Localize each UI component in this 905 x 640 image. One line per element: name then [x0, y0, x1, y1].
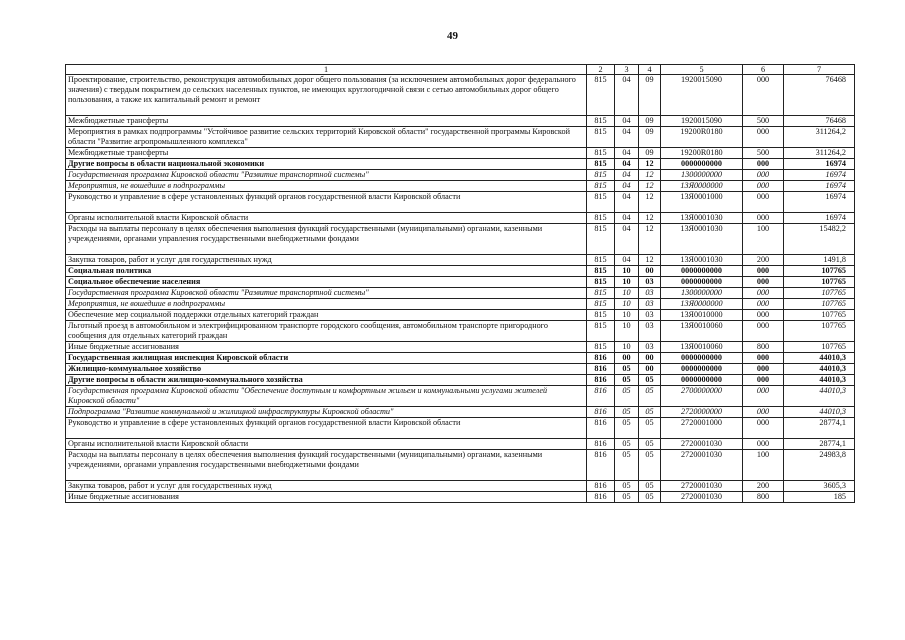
header-cell: 4 — [639, 65, 661, 75]
target-article-cell: 19200R0180 — [661, 127, 743, 148]
table-row — [66, 148, 855, 159]
subsection-code-cell: 12 — [639, 224, 661, 255]
expense-type-cell: 000 — [743, 266, 784, 277]
section-code-cell: 04 — [615, 213, 639, 224]
header-cell: 6 — [743, 65, 784, 75]
expense-type-cell: 000 — [743, 159, 784, 170]
section-code-cell: 10 — [615, 288, 639, 299]
expense-name-cell: Подпрограмма "Развитие коммунальной и жилищной инфраструктуры Кировской области" — [66, 407, 587, 418]
table-row — [66, 181, 855, 192]
expense-name-cell: Льготный проезд в автомобильном и электрифицированном транспорте городского сообщения, автомобильном транспорте пригородного сообщения для отдельных категорий граждан — [66, 321, 587, 342]
target-article-cell: 2700000000 — [661, 386, 743, 407]
section-code-cell: 10 — [615, 299, 639, 310]
ministry-code-cell: 816 — [587, 364, 615, 375]
amount-cell: 107765 — [784, 288, 855, 299]
section-code-cell: 04 — [615, 148, 639, 159]
target-article-cell: 13Я0001030 — [661, 213, 743, 224]
section-code-cell: 04 — [615, 255, 639, 266]
amount-cell: 16974 — [784, 192, 855, 213]
ministry-code-cell: 815 — [587, 342, 615, 353]
section-code-cell: 10 — [615, 342, 639, 353]
expense-type-cell: 200 — [743, 481, 784, 492]
expense-name-cell: Социальное обеспечение населения — [66, 277, 587, 288]
ministry-code-cell: 815 — [587, 255, 615, 266]
section-code-cell: 00 — [615, 353, 639, 364]
table-row — [66, 364, 855, 375]
expense-type-cell: 000 — [743, 353, 784, 364]
section-code-cell: 05 — [615, 375, 639, 386]
expense-name-cell: Обеспечение мер социальной поддержки отдельных категорий граждан — [66, 310, 587, 321]
amount-cell: 107765 — [784, 310, 855, 321]
amount-cell: 3605,3 — [784, 481, 855, 492]
section-code-cell: 05 — [615, 407, 639, 418]
amount-cell: 107765 — [784, 266, 855, 277]
subsection-code-cell: 03 — [639, 277, 661, 288]
expense-type-cell: 000 — [743, 299, 784, 310]
table-row — [66, 299, 855, 310]
expense-type-cell: 000 — [743, 321, 784, 342]
subsection-code-cell: 05 — [639, 418, 661, 439]
ministry-code-cell: 815 — [587, 266, 615, 277]
expense-name-cell: Руководство и управление в сфере установленных функций органов государственной власти Кировской области — [66, 192, 587, 213]
header-row — [66, 65, 855, 75]
section-code-cell: 10 — [615, 321, 639, 342]
amount-cell: 28774,1 — [784, 439, 855, 450]
amount-cell: 185 — [784, 492, 855, 503]
expense-name-cell: Другие вопросы в области жилищно-коммунального хозяйства — [66, 375, 587, 386]
amount-cell: 28774,1 — [784, 418, 855, 439]
ministry-code-cell: 815 — [587, 148, 615, 159]
expense-type-cell: 100 — [743, 450, 784, 481]
target-article-cell: 0000000000 — [661, 375, 743, 386]
budget-table — [65, 64, 855, 503]
ministry-code-cell: 815 — [587, 192, 615, 213]
target-article-cell: 13Я0010060 — [661, 342, 743, 353]
expense-type-cell: 000 — [743, 288, 784, 299]
expense-type-cell: 500 — [743, 148, 784, 159]
target-article-cell: 13Я0001000 — [661, 192, 743, 213]
subsection-code-cell: 00 — [639, 364, 661, 375]
subsection-code-cell: 12 — [639, 255, 661, 266]
amount-cell: 16974 — [784, 170, 855, 181]
target-article-cell: 1300000000 — [661, 170, 743, 181]
subsection-code-cell: 05 — [639, 375, 661, 386]
target-article-cell: 2720001030 — [661, 481, 743, 492]
amount-cell: 107765 — [784, 342, 855, 353]
table-row — [66, 116, 855, 127]
table-row — [66, 75, 855, 116]
amount-cell: 24983,8 — [784, 450, 855, 481]
expense-type-cell: 000 — [743, 127, 784, 148]
target-article-cell: 13Я0000000 — [661, 181, 743, 192]
amount-cell: 44010,3 — [784, 407, 855, 418]
target-article-cell: 1300000000 — [661, 288, 743, 299]
amount-cell: 16974 — [784, 213, 855, 224]
section-code-cell: 04 — [615, 170, 639, 181]
expense-name-cell: Иные бюджетные ассигнования — [66, 342, 587, 353]
header-cell: 3 — [615, 65, 639, 75]
header-cell: 1 — [66, 65, 587, 75]
subsection-code-cell: 05 — [639, 450, 661, 481]
subsection-code-cell: 00 — [639, 266, 661, 277]
ministry-code-cell: 815 — [587, 170, 615, 181]
expense-name-cell: Закупка товаров, работ и услуг для государственных нужд — [66, 255, 587, 266]
ministry-code-cell: 816 — [587, 407, 615, 418]
subsection-code-cell: 03 — [639, 310, 661, 321]
target-article-cell: 2720000000 — [661, 407, 743, 418]
section-code-cell: 05 — [615, 450, 639, 481]
subsection-code-cell: 03 — [639, 288, 661, 299]
amount-cell: 76468 — [784, 75, 855, 116]
expense-name-cell: Государственная жилищная инспекция Кировской области — [66, 353, 587, 364]
subsection-code-cell: 05 — [639, 439, 661, 450]
subsection-code-cell: 03 — [639, 299, 661, 310]
table-row — [66, 386, 855, 407]
expense-name-cell: Государственная программа Кировской области "Обеспечение доступным и комфортным жильем и коммунальными услугами жителей Кировской области" — [66, 386, 587, 407]
subsection-code-cell: 03 — [639, 321, 661, 342]
section-code-cell: 04 — [615, 75, 639, 116]
ministry-code-cell: 815 — [587, 321, 615, 342]
expense-name-cell: Государственная программа Кировской области "Развитие транспортной системы" — [66, 288, 587, 299]
amount-cell: 15482,2 — [784, 224, 855, 255]
amount-cell: 44010,3 — [784, 353, 855, 364]
expense-type-cell: 000 — [743, 213, 784, 224]
target-article-cell: 1920015090 — [661, 116, 743, 127]
subsection-code-cell: 09 — [639, 148, 661, 159]
expense-name-cell: Расходы на выплаты персоналу в целях обеспечения выполнения функций государственными (муниципальными) органами, казенными учреждениями, органами управления государственными внебюджетными фондами — [66, 450, 587, 481]
ministry-code-cell: 815 — [587, 299, 615, 310]
table-row — [66, 492, 855, 503]
table-row — [66, 375, 855, 386]
ministry-code-cell: 815 — [587, 127, 615, 148]
expense-type-cell: 800 — [743, 342, 784, 353]
ministry-code-cell: 815 — [587, 277, 615, 288]
expense-name-cell: Жилищно-коммунальное хозяйство — [66, 364, 587, 375]
ministry-code-cell: 815 — [587, 224, 615, 255]
amount-cell: 16974 — [784, 181, 855, 192]
expense-type-cell: 000 — [743, 375, 784, 386]
section-code-cell: 04 — [615, 181, 639, 192]
table-row — [66, 127, 855, 148]
section-code-cell: 05 — [615, 492, 639, 503]
table-row — [66, 310, 855, 321]
expense-type-cell: 000 — [743, 181, 784, 192]
ministry-code-cell: 816 — [587, 375, 615, 386]
ministry-code-cell: 815 — [587, 310, 615, 321]
section-code-cell: 04 — [615, 159, 639, 170]
section-code-cell: 04 — [615, 224, 639, 255]
amount-cell: 44010,3 — [784, 364, 855, 375]
amount-cell: 16974 — [784, 159, 855, 170]
table-row — [66, 170, 855, 181]
ministry-code-cell: 815 — [587, 116, 615, 127]
target-article-cell: 13Я0001030 — [661, 255, 743, 266]
ministry-code-cell: 816 — [587, 386, 615, 407]
expense-type-cell: 000 — [743, 75, 784, 116]
expense-name-cell: Государственная программа Кировской области "Развитие транспортной системы" — [66, 170, 587, 181]
table-row — [66, 255, 855, 266]
expense-name-cell: Руководство и управление в сфере установленных функций органов государственной власти Кировской области — [66, 418, 587, 439]
ministry-code-cell: 815 — [587, 213, 615, 224]
page-number: 49 — [447, 30, 458, 42]
section-code-cell: 04 — [615, 116, 639, 127]
section-code-cell: 05 — [615, 481, 639, 492]
ministry-code-cell: 816 — [587, 418, 615, 439]
subsection-code-cell: 12 — [639, 170, 661, 181]
expense-name-cell: Органы исполнительной власти Кировской области — [66, 439, 587, 450]
expense-name-cell: Расходы на выплаты персоналу в целях обеспечения выполнения функций государственными (муниципальными) органами, казенными учреждениями, органами управления государственными внебюджетными фондами — [66, 224, 587, 255]
target-article-cell: 13Я0001030 — [661, 224, 743, 255]
target-article-cell: 0000000000 — [661, 266, 743, 277]
ministry-code-cell: 815 — [587, 159, 615, 170]
subsection-code-cell: 00 — [639, 353, 661, 364]
ministry-code-cell: 816 — [587, 353, 615, 364]
subsection-code-cell: 12 — [639, 192, 661, 213]
subsection-code-cell: 03 — [639, 342, 661, 353]
section-code-cell: 10 — [615, 310, 639, 321]
table-row — [66, 342, 855, 353]
amount-cell: 311264,2 — [784, 127, 855, 148]
expense-type-cell: 000 — [743, 386, 784, 407]
amount-cell: 44010,3 — [784, 386, 855, 407]
expense-name-cell: Мероприятия, не вошедшие в подпрограммы — [66, 181, 587, 192]
section-code-cell: 05 — [615, 439, 639, 450]
table-row — [66, 353, 855, 364]
expense-type-cell: 000 — [743, 364, 784, 375]
subsection-code-cell: 05 — [639, 386, 661, 407]
section-code-cell: 10 — [615, 266, 639, 277]
subsection-code-cell: 05 — [639, 481, 661, 492]
expense-type-cell: 800 — [743, 492, 784, 503]
amount-cell: 76468 — [784, 116, 855, 127]
header-cell: 7 — [784, 65, 855, 75]
target-article-cell: 2720001030 — [661, 439, 743, 450]
ministry-code-cell: 815 — [587, 75, 615, 116]
expense-name-cell: Межбюджетные трансферты — [66, 148, 587, 159]
expense-type-cell: 000 — [743, 418, 784, 439]
target-article-cell: 13Я0000000 — [661, 299, 743, 310]
amount-cell: 44010,3 — [784, 375, 855, 386]
target-article-cell: 2720001030 — [661, 450, 743, 481]
section-code-cell: 04 — [615, 127, 639, 148]
section-code-cell: 05 — [615, 364, 639, 375]
target-article-cell: 1920015090 — [661, 75, 743, 116]
target-article-cell: 2720001030 — [661, 492, 743, 503]
expense-name-cell: Органы исполнительной власти Кировской области — [66, 213, 587, 224]
target-article-cell: 13Я0010060 — [661, 321, 743, 342]
expense-name-cell: Закупка товаров, работ и услуг для государственных нужд — [66, 481, 587, 492]
ministry-code-cell: 815 — [587, 288, 615, 299]
section-code-cell: 05 — [615, 386, 639, 407]
expense-type-cell: 000 — [743, 310, 784, 321]
section-code-cell: 10 — [615, 277, 639, 288]
subsection-code-cell: 05 — [639, 407, 661, 418]
target-article-cell: 2720001000 — [661, 418, 743, 439]
subsection-code-cell: 12 — [639, 159, 661, 170]
expense-name-cell: Другие вопросы в области национальной экономики — [66, 159, 587, 170]
subsection-code-cell: 09 — [639, 75, 661, 116]
amount-cell: 311264,2 — [784, 148, 855, 159]
header-cell: 5 — [661, 65, 743, 75]
amount-cell: 107765 — [784, 299, 855, 310]
subsection-code-cell: 09 — [639, 127, 661, 148]
table-row — [66, 450, 855, 481]
expense-type-cell: 000 — [743, 407, 784, 418]
subsection-code-cell: 12 — [639, 181, 661, 192]
table-row — [66, 277, 855, 288]
expense-name-cell: Мероприятия, не вошедшие в подпрограммы — [66, 299, 587, 310]
table-row — [66, 224, 855, 255]
ministry-code-cell: 816 — [587, 492, 615, 503]
subsection-code-cell: 05 — [639, 492, 661, 503]
ministry-code-cell: 815 — [587, 181, 615, 192]
table-row — [66, 266, 855, 277]
expense-name-cell: Проектирование, строительство, реконструкция автомобильных дорог общего пользования (за исключением автомобильных дорог федерального значения) с твердым покрытием до сельских населенных пунктов, не имеющих круглогодичной связи с сетью автомобильных дорог общего пользования, а также их капитальный ремонт и ремонт — [66, 75, 587, 116]
table-row — [66, 407, 855, 418]
expense-name-cell: Социальная политика — [66, 266, 587, 277]
expense-type-cell: 000 — [743, 277, 784, 288]
amount-cell: 107765 — [784, 277, 855, 288]
expense-type-cell: 100 — [743, 224, 784, 255]
table-row — [66, 288, 855, 299]
section-code-cell: 05 — [615, 418, 639, 439]
expense-name-cell: Иные бюджетные ассигнования — [66, 492, 587, 503]
subsection-code-cell: 12 — [639, 213, 661, 224]
table-row — [66, 159, 855, 170]
table-row — [66, 192, 855, 213]
expense-type-cell: 200 — [743, 255, 784, 266]
ministry-code-cell: 816 — [587, 481, 615, 492]
table-row — [66, 213, 855, 224]
subsection-code-cell: 09 — [639, 116, 661, 127]
table-row — [66, 321, 855, 342]
expense-name-cell: Межбюджетные трансферты — [66, 116, 587, 127]
amount-cell: 107765 — [784, 321, 855, 342]
expense-type-cell: 000 — [743, 192, 784, 213]
target-article-cell: 0000000000 — [661, 353, 743, 364]
target-article-cell: 0000000000 — [661, 277, 743, 288]
target-article-cell: 13Я0010000 — [661, 310, 743, 321]
table-row — [66, 481, 855, 492]
expense-type-cell: 000 — [743, 170, 784, 181]
table-row — [66, 418, 855, 439]
ministry-code-cell: 816 — [587, 450, 615, 481]
target-article-cell: 0000000000 — [661, 364, 743, 375]
table-row — [66, 439, 855, 450]
expense-type-cell: 000 — [743, 439, 784, 450]
amount-cell: 1491,8 — [784, 255, 855, 266]
target-article-cell: 0000000000 — [661, 159, 743, 170]
ministry-code-cell: 816 — [587, 439, 615, 450]
expense-type-cell: 500 — [743, 116, 784, 127]
target-article-cell: 19200R0180 — [661, 148, 743, 159]
header-cell: 2 — [587, 65, 615, 75]
expense-name-cell: Мероприятия в рамках подпрограммы "Устойчивое развитие сельских территорий Кировской области" государственной программы Кировской области "Развитие агропромышленного комплекса" — [66, 127, 587, 148]
section-code-cell: 04 — [615, 192, 639, 213]
